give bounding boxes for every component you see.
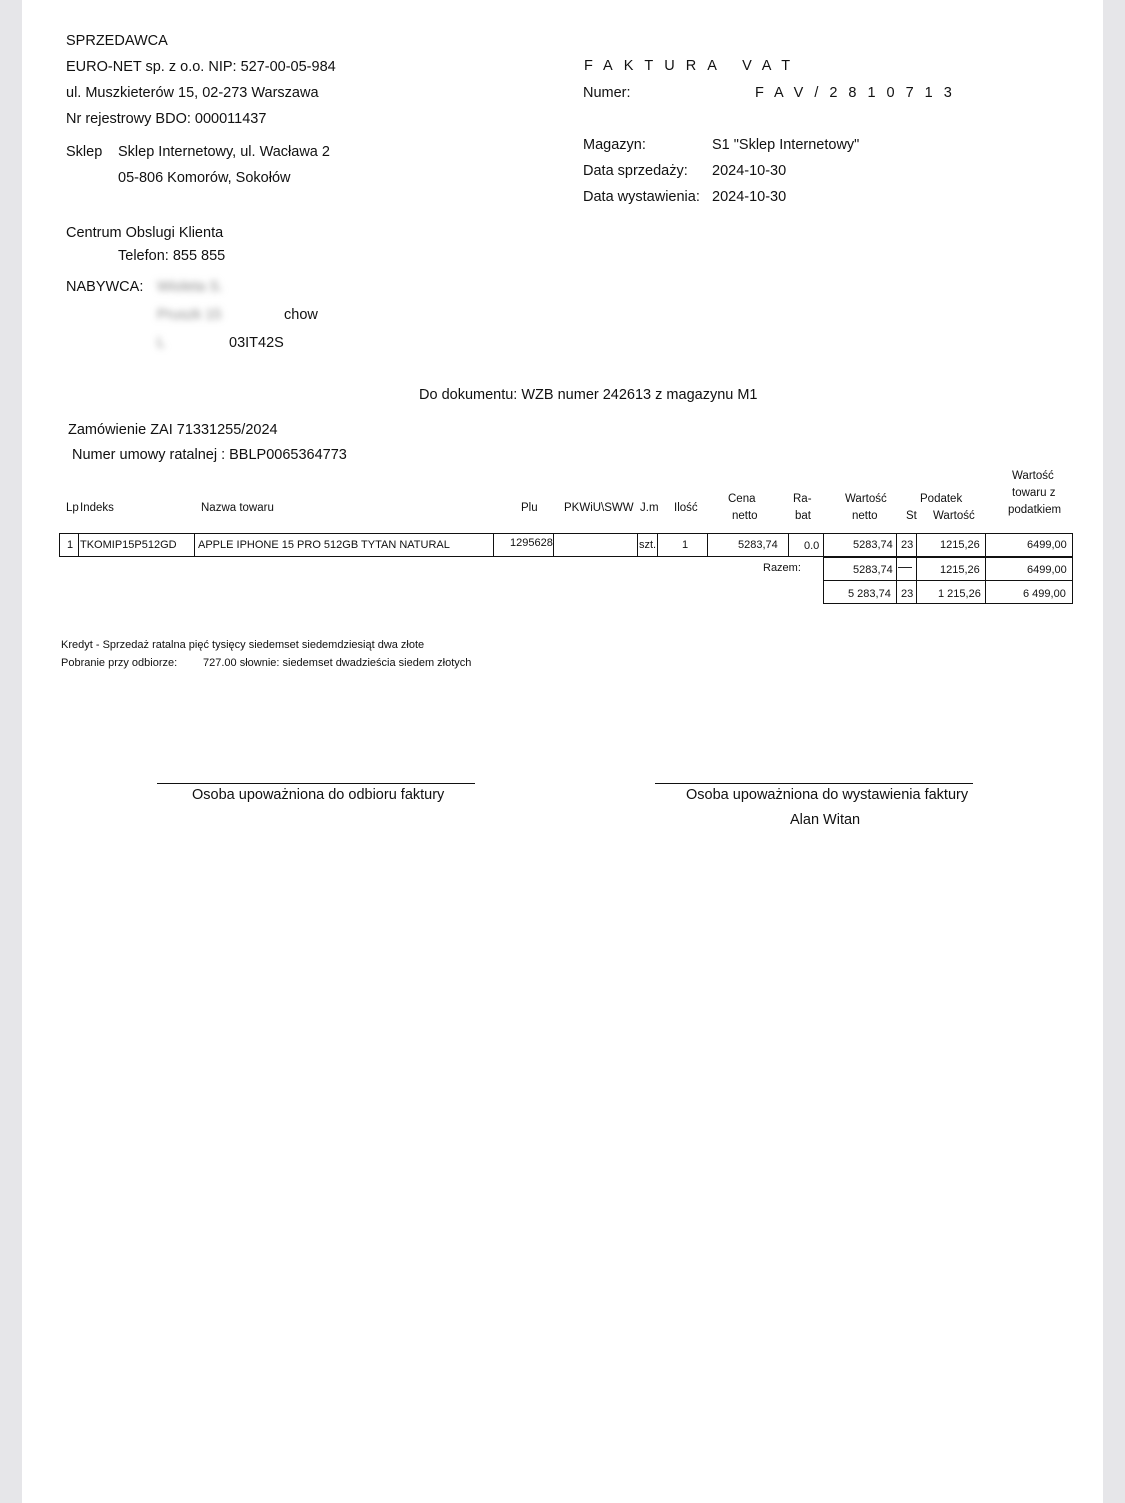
row-lp: 1	[67, 539, 74, 551]
issuer-signature-caption: Osoba upoważniona do wystawienia faktury	[686, 787, 969, 803]
cod-value: 727.00 słownie: siedemset dwadzieścia siedem złotych	[203, 657, 472, 669]
col-header-plu: Plu	[521, 502, 538, 514]
buyer-street: Pruszk 15	[157, 307, 222, 323]
col-header-tax: Podatek	[920, 493, 963, 505]
seller-line3: Nr rejestrowy BDO: 000011437	[66, 111, 267, 127]
row-discount: 0.0	[804, 540, 820, 552]
row-gross: 6499,00	[1027, 539, 1067, 551]
warehouse-value: S1 "Sklep Internetowy"	[712, 137, 860, 153]
service-title: Centrum Obslugi Klienta	[66, 225, 224, 241]
col-header-gross-2: towaru z	[1012, 487, 1056, 499]
col-header-tax-value: Wartość	[933, 510, 975, 522]
sale-date: 2024-10-30	[712, 163, 787, 179]
col-header-pkwiu: PKWiU\SWW	[564, 502, 634, 514]
row-tax: 1215,26	[940, 539, 980, 551]
col-header-qty: Ilość	[674, 502, 698, 514]
seller-heading: SPRZEDAWCA	[66, 33, 168, 49]
col-header-gross-1: Wartość	[1012, 470, 1054, 482]
col-header-price-1: Cena	[728, 493, 756, 505]
issue-date: 2024-10-30	[712, 189, 787, 205]
buyer-label: NABYWCA:	[66, 279, 144, 295]
receiver-signature-caption: Osoba upoważniona do odbioru faktury	[192, 787, 445, 803]
issuer-name: Alan Witan	[790, 812, 861, 828]
col-header-gross-3: podatkiem	[1008, 504, 1062, 516]
shop-label: Sklep	[66, 144, 103, 160]
document-reference: Do dokumentu: WZB numer 242613 z magazynu M1	[419, 387, 758, 403]
shop-line2: 05-806 Komorów, Sokołów	[118, 170, 291, 186]
shop-line1: Sklep Internetowy, ul. Wacława 2	[118, 144, 330, 160]
col-header-net-2: netto	[852, 510, 878, 522]
col-header-index: Indeks	[80, 502, 114, 514]
col-header-net-1: Wartość	[845, 493, 887, 505]
col-header-discount-2: bat	[795, 510, 811, 522]
row-name: APPLE IPHONE 15 PRO 512GB TYTAN NATURAL	[198, 539, 450, 551]
total-tax: 1215,26	[940, 564, 980, 576]
total-vat-rate: —	[898, 558, 912, 574]
buyer-id-prefix: L	[157, 335, 166, 351]
warehouse-label: Magazyn:	[583, 137, 646, 153]
row-plu: 1295628	[510, 537, 553, 549]
invoice-page	[22, 0, 1103, 1503]
total-label: Razem:	[763, 562, 801, 574]
seller-line1: EURO-NET sp. z o.o. NIP: 527-00-05-984	[66, 59, 336, 75]
total-net: 5283,74	[853, 564, 893, 576]
invoice-number: FAV/2810713	[755, 85, 963, 101]
order-number: Zamówienie ZAI 71331255/2024	[68, 422, 278, 438]
row-unit: szt.	[639, 539, 657, 551]
col-header-name: Nazwa towaru	[201, 502, 274, 514]
invoice-number-label: Numer:	[583, 85, 631, 101]
col-header-st: St	[906, 510, 917, 522]
summary-net: 5 283,74	[848, 588, 891, 600]
col-header-discount-1: Ra-	[793, 493, 812, 505]
invoice-title: FAKTURA VAT	[584, 58, 802, 74]
credit-note: Kredyt - Sprzedaż ratalna pięć tysięcy siedemset siedemdziesiąt dwa złote	[61, 639, 425, 651]
row-net: 5283,74	[853, 539, 893, 551]
col-header-jm: J.m	[640, 502, 659, 514]
row-quantity: 1	[682, 539, 689, 551]
receiver-signature-line	[157, 783, 475, 784]
buyer-name: Wioleta S.	[157, 279, 224, 295]
summary-tax: 1 215,26	[938, 588, 981, 600]
col-header-price-2: netto	[732, 510, 758, 522]
row-price: 5283,74	[738, 539, 778, 551]
installment-contract: Numer umowy ratalnej : BBLP0065364773	[72, 447, 347, 463]
row-index: TKOMIP15P512GD	[80, 539, 177, 551]
service-phone: Telefon: 855 855	[118, 248, 226, 264]
col-header-lp: Lp	[66, 502, 79, 514]
cod-label: Pobranie przy odbiorze:	[61, 657, 178, 669]
issue-date-label: Data wystawienia:	[583, 189, 700, 205]
seller-line2: ul. Muszkieterów 15, 02-273 Warszawa	[66, 85, 319, 101]
sale-date-label: Data sprzedaży:	[583, 163, 688, 179]
row-vat-rate: 23	[901, 539, 914, 551]
summary-gross: 6 499,00	[1023, 588, 1066, 600]
summary-vat-rate: 23	[901, 588, 914, 600]
buyer-city-tail: chow	[284, 307, 318, 323]
buyer-id-tail: 03IT42S	[229, 335, 284, 351]
issuer-signature-line	[655, 783, 973, 784]
total-gross: 6499,00	[1027, 564, 1067, 576]
